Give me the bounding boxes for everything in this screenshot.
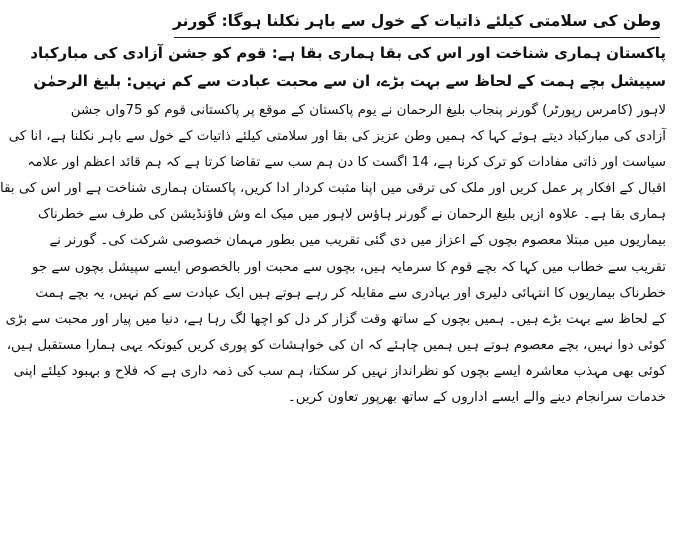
body-line: تقریب سے خطاب میں کہا کہ بچے قوم کا سرمایہ ہیں، بچوں سے محبت اور بالخصوص ایسے سپیشل بچوں سے جو — [31, 259, 666, 275]
body-line: بیماریوں میں مبتلا معصوم بچوں کے اعزاز میں دی گئی تقریب میں بطور مہمان خصوصی شرکت کی۔ گورنر نے — [49, 233, 666, 249]
body-line: لاہور (کامرس رپورٹر) گورنر پنجاب بلیغ الرحمان نے یوم پاکستان کے موقع پر پاکستانی قوم کو 75واں جشن — [70, 103, 666, 118]
body-line: خطرناک بیماریوں کا انتہائی دلیری اور بہادری سے مقابلہ کر رہے ہوتے ہیں ایک عبادت سے کم نہیں، یہ بچے ہمت — [35, 285, 666, 301]
body-line: کوئی بھی مہذب معاشرہ ایسے بچوں کو نظرانداز نہیں کر سکتا، ہم سب کی ذمہ داری ہے کہ فلاح و بہبود کیلئے اپنی — [13, 363, 666, 379]
body-line: ہماری بقا ہے۔ علاوہ ازیں بلیغ الرحمان نے گورنر ہاؤس لاہور میں میک اے وش فاؤنڈیشن کی طرف سے خطرناک — [37, 207, 666, 223]
body-line: کوئی دوا نہیں، بچے معصوم ہوتے ہیں ہمیں چاہئے کہ ان کی خواہشات کو پوری کریں کیونکہ یہی ہمارا مستقبل ہیں، — [6, 337, 666, 353]
sub-headline-2: سپیشل بچے ہمت کے لحاظ سے بہت بڑے، ان سے محبت عبادت سے کم نہیں: بلیغ الرحمٰن — [33, 72, 666, 90]
body-line: آزادی کی مبارکباد دیتے ہوئے کہا کہ ہمیں وطن عزیز کی بقا اور سلامتی کیلئے ذاتیات کے خول سے باہر نکلنا ہے، انا کی — [8, 129, 666, 145]
sub-headline-1: پاکستان ہماری شناخت اور اس کی بقا ہماری بقا ہے: قوم کو جشن آزادی کی مبارکباد — [30, 44, 666, 62]
body-line: سیاست اور ذاتی مفادات کو ترک کرنا ہے، 14 اگست کا دن ہم سب سے تقاضا کرتا ہے کہ ہم قائد اعظم اور علامہ — [27, 155, 666, 171]
headline-divider — [174, 37, 660, 38]
body-line: اقبال کے افکار پر عمل کریں اور ملک کی ترقی میں اپنا مثبت کردار ادا کریں، پاکستان ہماری شناخت ہے اور اس کی بقا — [0, 181, 666, 197]
body-line: کے لحاظ سے بہت بڑے ہیں۔ ہمیں بچوں کے ساتھ وقت گزار کر دل کو اچھا لگ رہا ہے، دنیا میں پیار اور محبت سے بڑی — [5, 311, 666, 327]
body-line: خدمات سرانجام دینے والے ایسے اداروں کے ساتھ بھرپور تعاون کریں۔ — [287, 390, 666, 406]
main-headline: وطن کی سلامتی کیلئے ذاتیات کے خول سے باہر نکلنا ہوگا: گورنر — [172, 12, 662, 30]
article-body — [0, 98, 666, 411]
